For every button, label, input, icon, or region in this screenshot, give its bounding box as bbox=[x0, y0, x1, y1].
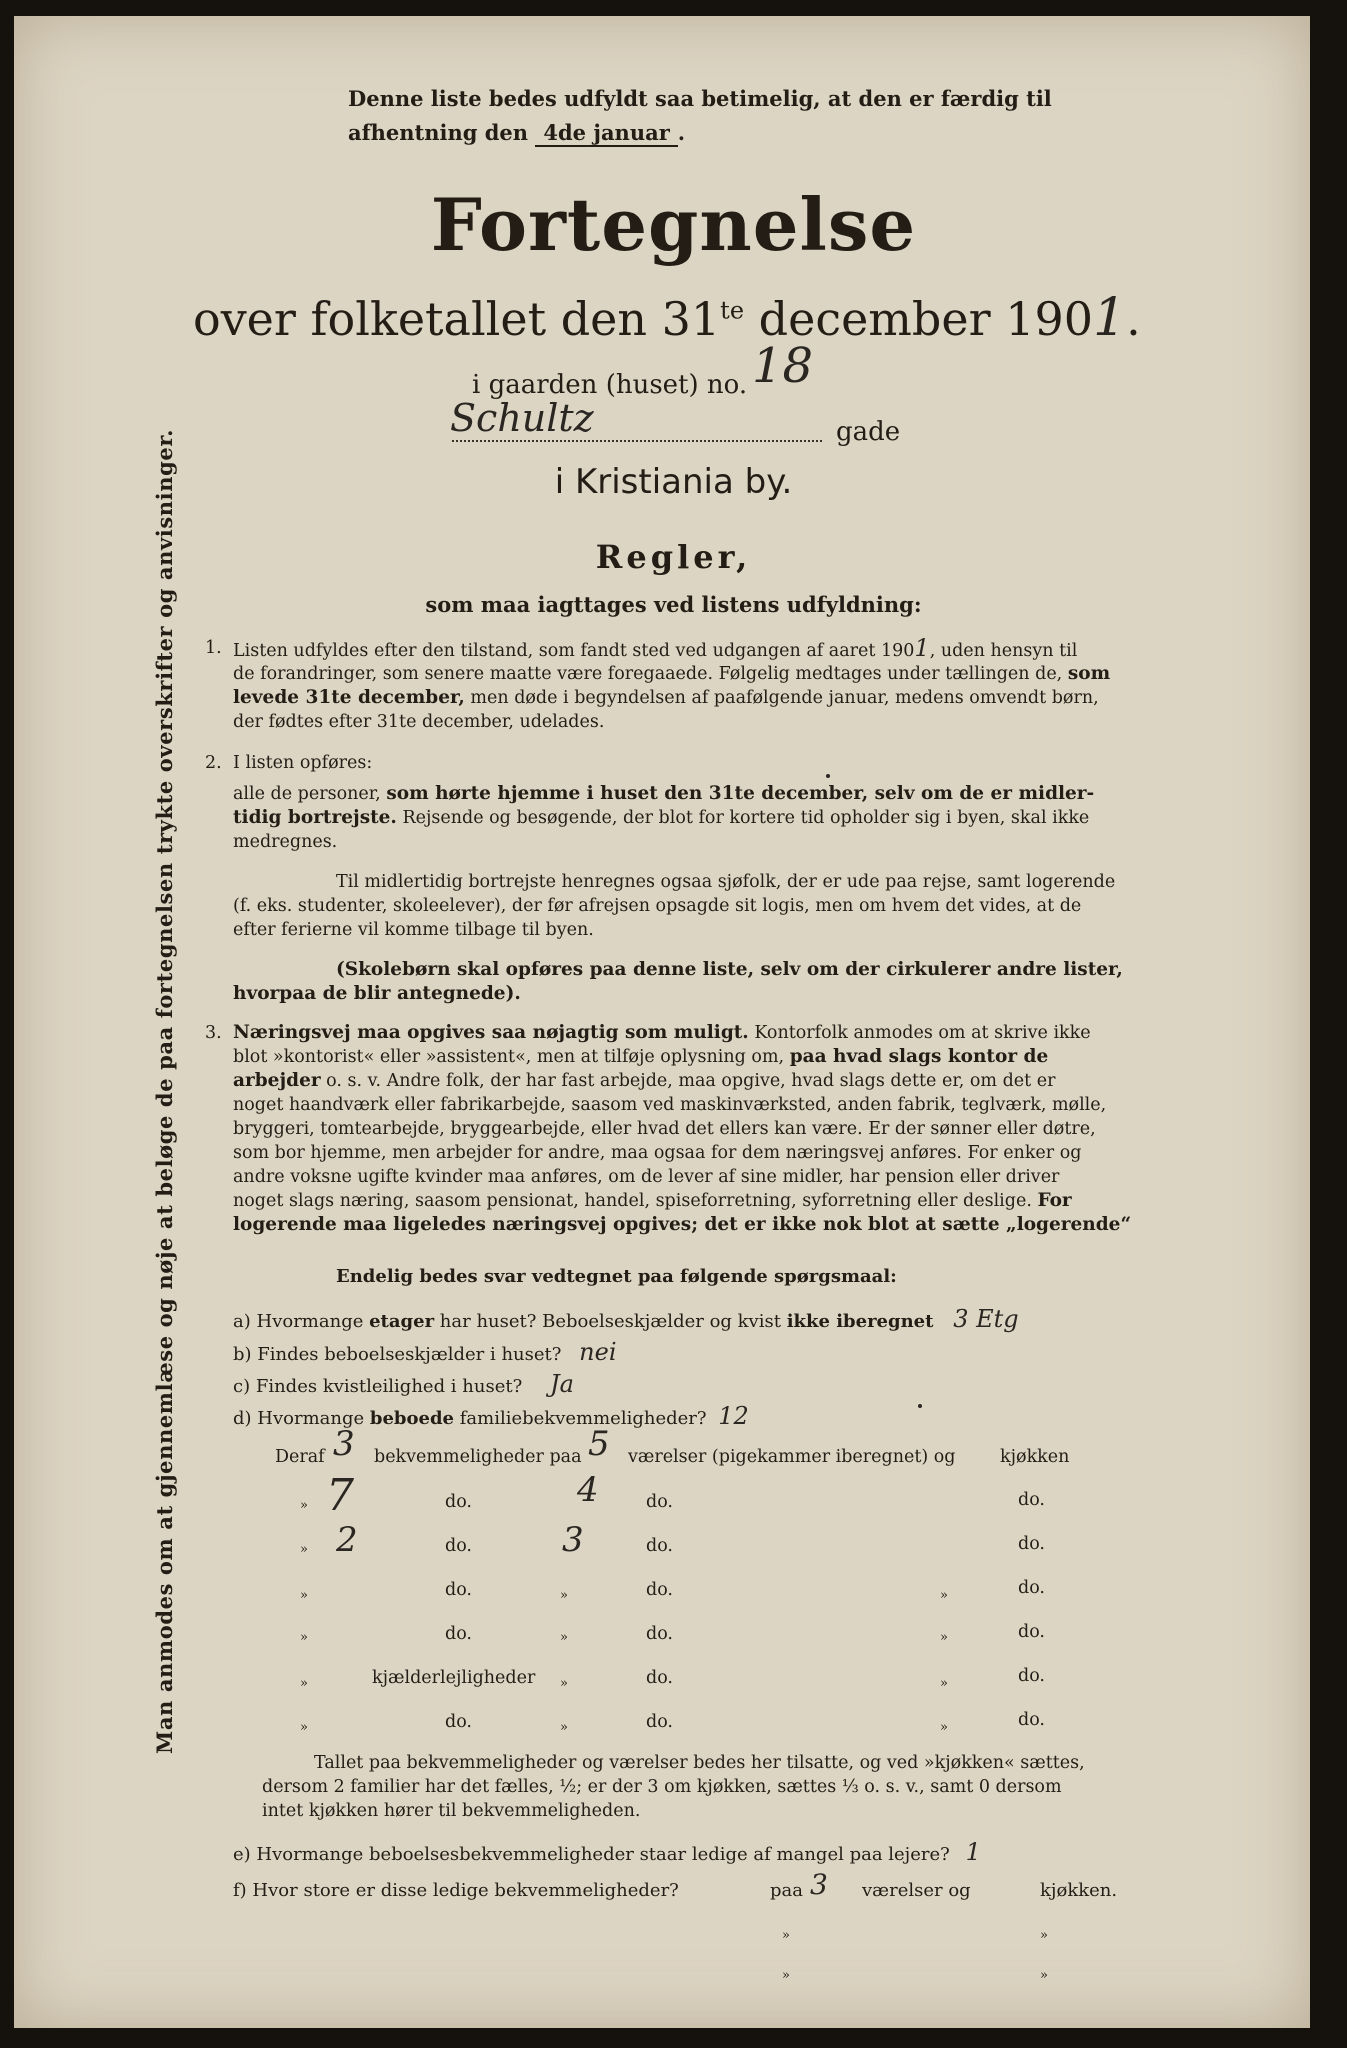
rule-3-line-8a: noget slags næring, saasom pensionat, handel, spiseforretning, syforretning eller deslige. bbox=[233, 1191, 1032, 1211]
question-a-text-1: Hvormange bbox=[256, 1311, 364, 1332]
notice-line-2-prefix: afhentning den bbox=[348, 120, 529, 145]
notice-line-2: afhentning den 4de januar . bbox=[348, 120, 686, 145]
footer-note-line-2: dersom 2 familier har det fælles, ½; er der 3 om kjøkken, sættes ⅓ o. s. v., samt 0 dersom bbox=[262, 1777, 1062, 1797]
rules-heading: Regler, bbox=[595, 538, 752, 576]
rule-3-line-3b: o. s. v. Andre folk, der har fast arbejde, maa opgive, hvad slags dette er, om det er bbox=[326, 1071, 1056, 1091]
rule-1-line-3a: levede 31te december, bbox=[233, 687, 465, 708]
table-row-5-do-2: do. bbox=[646, 1624, 673, 1644]
rule-3-line-6: som bor hjemme, men arbejder for andre, maa ogsaa for dem næringsvej anføres. For enker og bbox=[233, 1143, 1082, 1163]
rule-2-para-3-line-2 bbox=[233, 982, 521, 1006]
rule-3-line-9-text: logerende maa ligeledes næringsvej opgives; det er ikke nok blot at sætte „logerende“ bbox=[233, 1214, 1132, 1235]
table-row-3-rooms[interactable]: 3 bbox=[562, 1520, 584, 1560]
question-d-answer[interactable]: 12 bbox=[718, 1402, 749, 1430]
rule-3-line-9 bbox=[233, 1213, 1131, 1237]
question-f-mark-2: » bbox=[1040, 1928, 1048, 1943]
rule-2-line-2 bbox=[233, 782, 1094, 806]
question-a-bold-1: etager bbox=[369, 1311, 435, 1332]
city-line: i Kristiania by. bbox=[554, 462, 793, 502]
question-d-text-1: Hvormange bbox=[257, 1408, 365, 1429]
table-row-3-do-1: do. bbox=[445, 1536, 472, 1556]
rule-1-line-2a: de forandringer, som senere maatte være foregaaede. Følgelig medtages under tællingen de, bbox=[233, 664, 1063, 684]
rule-2-line-2a: alle de personer, bbox=[233, 784, 381, 804]
table-row-4-mark-2: » bbox=[560, 1588, 568, 1603]
question-d-letter: d) bbox=[233, 1408, 252, 1429]
rule-3-line-4: noget haandværk eller fabrikarbejde, saasom ved maskinværksted, anden fabrik, teglværk, mølle, bbox=[233, 1095, 1107, 1115]
rules-subheading: som maa iagttages ved listens udfyldning: bbox=[425, 592, 922, 617]
rule-2-para-2-line-1: Til midlertidig bortrejste henregnes ogsaa sjøfolk, der er ude paa rejse, samt logerende bbox=[336, 872, 1116, 892]
rule-1-line-2 bbox=[233, 662, 1110, 686]
rule-2-para-2-line-3: efter ferierne vil komme tilbage til byen. bbox=[233, 920, 594, 940]
question-c-letter: c) bbox=[233, 1376, 251, 1397]
table-row-5-do-1: do. bbox=[445, 1624, 472, 1644]
table-row-7-do-3: do. bbox=[1018, 1710, 1045, 1730]
table-row-2-do-1: do. bbox=[445, 1492, 472, 1512]
notice-text bbox=[348, 82, 1052, 150]
table-row-3-mark: » bbox=[300, 1542, 308, 1557]
ink-speck bbox=[826, 774, 830, 778]
table-row-1-count[interactable]: 3 bbox=[333, 1424, 355, 1464]
question-a-bold-2: ikke iberegnet bbox=[786, 1311, 934, 1332]
table-row-7-do-1: do. bbox=[445, 1712, 472, 1732]
notice-line-1: Denne liste bedes udfyldt saa betimelig, at den er færdig til bbox=[348, 86, 1052, 111]
page-title: Fortegnelse bbox=[430, 182, 917, 267]
ink-speck-2 bbox=[918, 1404, 922, 1408]
question-a-answer[interactable]: 3 Etg bbox=[953, 1305, 1019, 1333]
rule-1 bbox=[233, 636, 1077, 663]
page-subtitle: over folketallet den $31^{te}$ december 1901. bbox=[193, 288, 1141, 348]
question-b-letter: b) bbox=[233, 1344, 252, 1365]
rule-2-para-2-line-2: (f. eks. studenter, skoleelever), der før afrejsen opsagde sit logis, men om hvem det vides, at de bbox=[233, 896, 1082, 916]
rule-1-line-1a: Listen udfyldes efter den tilstand, som fandt sted ved udgangen af aaret 190 bbox=[233, 641, 915, 661]
margin-instruction: Man anmodes om at gjennemlæse og nøje at beløge de paa fortegnelsen trykte overskrifter og anvisninger. bbox=[152, 429, 177, 1754]
house-number-field[interactable]: 18 bbox=[752, 338, 814, 394]
question-f-kitchen: kjøkken. bbox=[1040, 1880, 1118, 1901]
rule-2-number: 2. bbox=[205, 753, 222, 773]
subtitle-sup: te bbox=[720, 296, 745, 325]
table-row-4-do-1: do. bbox=[445, 1580, 472, 1600]
rule-2-line-3a: tidig bortrejste. bbox=[233, 807, 397, 828]
question-e bbox=[233, 1838, 981, 1866]
table-basement-label: kjælderlejligheder bbox=[372, 1668, 536, 1688]
question-c-answer[interactable]: Ja bbox=[549, 1370, 574, 1398]
table-row-1-rooms[interactable]: 5 bbox=[588, 1424, 610, 1464]
table-header-mid: bekvemmeligheder paa bbox=[374, 1447, 582, 1467]
table-row-7-do-2: do. bbox=[646, 1712, 673, 1732]
question-c bbox=[233, 1370, 574, 1398]
questions-heading: Endelig bedes svar vedtegnet paa følgende spørgsmaal: bbox=[336, 1266, 897, 1287]
rule-3-line-8 bbox=[233, 1189, 1072, 1213]
question-f-letter: f) bbox=[233, 1880, 247, 1901]
table-row-5-mark-3: » bbox=[940, 1630, 948, 1645]
notice-date: 4de januar bbox=[535, 120, 677, 147]
question-b-text: Findes beboelseskjælder i huset? bbox=[257, 1344, 562, 1365]
rule-3-line-1 bbox=[233, 1021, 1091, 1045]
table-row-5-mark: » bbox=[300, 1630, 308, 1645]
table-row-3-count[interactable]: 2 bbox=[336, 1520, 358, 1560]
question-d bbox=[233, 1402, 749, 1430]
table-row-2-do-2: do. bbox=[646, 1492, 673, 1512]
question-e-answer[interactable]: 1 bbox=[965, 1838, 981, 1866]
question-f-paa: paa bbox=[770, 1880, 803, 1901]
rule-1-line-2b: som bbox=[1067, 663, 1111, 684]
table-deraf: Deraf bbox=[275, 1447, 325, 1467]
table-row-3-do-2: do. bbox=[646, 1536, 673, 1556]
question-a bbox=[233, 1305, 1019, 1333]
rule-2-line-3b: Rejsende og besøgende, der blot for kortere tid opholder sig i byen, skal ikke bbox=[402, 808, 1090, 828]
table-row-2-count[interactable]: 7 bbox=[326, 1470, 354, 1521]
footer-note-line-3: intet kjøkken hører til bekvemmeligheden. bbox=[262, 1801, 641, 1821]
rule-2-line-3 bbox=[233, 806, 1089, 830]
table-header-rooms: værelser (pigekammer iberegnet) og bbox=[628, 1447, 956, 1467]
table-row-6-do-3: do. bbox=[1018, 1666, 1045, 1686]
table-row-5-mark-2: » bbox=[560, 1630, 568, 1645]
table-row-2-rooms[interactable]: 4 bbox=[577, 1470, 599, 1510]
table-row-6-do-2: do. bbox=[646, 1668, 673, 1688]
rule-1-line-1b: , uden hensyn til bbox=[929, 641, 1078, 661]
rule-3-line-1b: Kontorfolk anmodes om at skrive ikke bbox=[754, 1023, 1091, 1043]
house-label: i gaarden (huset) no. bbox=[472, 370, 748, 400]
rule-3-number: 3. bbox=[205, 1023, 222, 1043]
rule-3-line-8b: For bbox=[1037, 1190, 1072, 1211]
table-row-7-mark: » bbox=[300, 1720, 308, 1735]
rule-2-line-2b: som hørte hjemme i huset den 31te december, selv om de er midler- bbox=[386, 783, 1095, 804]
question-f-mark-1: » bbox=[782, 1928, 790, 1943]
street-suffix: gade bbox=[836, 417, 901, 447]
rule-2-para-3-line-1 bbox=[336, 958, 1123, 982]
rule-3-line-5: bryggeri, tomtearbejde, bryggearbejde, eller hvad det ellers kan være. Er der sønner eller døtre, bbox=[233, 1119, 1096, 1139]
table-header-kitchen: kjøkken bbox=[1000, 1447, 1070, 1467]
question-a-text-2: har huset? Beboelseskjælder og kvist bbox=[439, 1311, 781, 1332]
question-f-answer[interactable]: 3 bbox=[810, 1868, 828, 1901]
table-row-5-do-3: do. bbox=[1018, 1622, 1045, 1642]
rule-1-line-3b: men døde i begyndelsen af paafølgende januar, medens omvendt børn, bbox=[470, 688, 1099, 708]
question-d-text-2: familiebekvemmeligheder? bbox=[459, 1408, 707, 1429]
table-row-2-do-3: do. bbox=[1018, 1490, 1045, 1510]
table-row-4-mark-3: » bbox=[940, 1588, 948, 1603]
table-row-6-mark-2: » bbox=[560, 1676, 568, 1691]
question-f-text: Hvor store er disse ledige bekvemmeligheder? bbox=[252, 1880, 679, 1901]
rule-1-line-4: der fødtes efter 31te december, udelades. bbox=[233, 712, 605, 732]
question-c-text: Findes kvistleilighed i huset? bbox=[255, 1376, 523, 1397]
question-f-rooms: værelser og bbox=[862, 1880, 971, 1901]
rule-3-line-7: andre voksne ugifte kvinder maa anføres, om de lever af sine midler, har pension eller driver bbox=[233, 1167, 1060, 1187]
question-b-answer[interactable]: nei bbox=[579, 1338, 617, 1366]
table-row-6-mark: » bbox=[300, 1676, 308, 1691]
table-row-4-mark: » bbox=[300, 1588, 308, 1603]
rule-2-para-3-line-1-text: (Skolebørn skal opføres paa denne liste, selv om der cirkulerer andre lister, bbox=[336, 959, 1123, 980]
table-row-2-mark: » bbox=[300, 1498, 308, 1513]
question-e-letter: e) bbox=[233, 1844, 251, 1865]
rule-2-para-3-line-2-text: hvorpaa de blir antegnede). bbox=[233, 983, 521, 1004]
rule-1-number: 1. bbox=[205, 638, 222, 658]
rule-2-line-1: I listen opføres: bbox=[233, 753, 373, 773]
table-row-4-do-3: do. bbox=[1018, 1578, 1045, 1598]
year-digit-handwritten[interactable]: 1 bbox=[1093, 288, 1127, 348]
question-e-text: Hvormange beboelsesbekvemmeligheder staar ledige af mangel paa lejere? bbox=[256, 1844, 950, 1865]
question-f-mark-4: » bbox=[1040, 1968, 1048, 1983]
rule-3-line-2 bbox=[233, 1045, 1048, 1069]
footer-note-line-1: Tallet paa bekvemmeligheder og værelser bedes her tilsatte, og ved »kjøkken« sættes, bbox=[314, 1753, 1085, 1773]
question-a-letter: a) bbox=[233, 1311, 251, 1332]
street-name-field[interactable]: Schultz bbox=[450, 396, 594, 440]
table-row-3-do-3: do. bbox=[1018, 1534, 1045, 1554]
rule-1-year-handwritten[interactable]: 1 bbox=[914, 634, 930, 662]
street-dotted-line bbox=[452, 440, 822, 442]
table-row-7-mark-2: » bbox=[560, 1720, 568, 1735]
rule-3-line-2a: blot »kontorist« eller »assistent«, men at tilføje oplysning om, bbox=[233, 1047, 785, 1067]
table-row-4-do-2: do. bbox=[646, 1580, 673, 1600]
rule-3-line-3a: arbejder bbox=[233, 1070, 321, 1091]
subtitle-text-2: december 190 bbox=[758, 292, 1094, 346]
question-f-mark-3: » bbox=[782, 1968, 790, 1983]
table-row-6-mark-3: » bbox=[940, 1676, 948, 1691]
rule-1-line-3 bbox=[233, 686, 1099, 710]
table-row-7-mark-3: » bbox=[940, 1720, 948, 1735]
rule-3-line-2b: paa hvad slags kontor de bbox=[789, 1046, 1049, 1067]
question-d-bold: beboede bbox=[369, 1408, 455, 1429]
rule-2-line-4: medregnes. bbox=[233, 832, 338, 852]
rule-3-line-3 bbox=[233, 1069, 1055, 1093]
subtitle-text: over folketallet den 31 bbox=[193, 292, 721, 346]
rule-3-line-1a: Næringsvej maa opgives saa nøjagtig som muligt. bbox=[233, 1022, 749, 1043]
question-b bbox=[233, 1338, 617, 1366]
question-f bbox=[233, 1880, 679, 1901]
